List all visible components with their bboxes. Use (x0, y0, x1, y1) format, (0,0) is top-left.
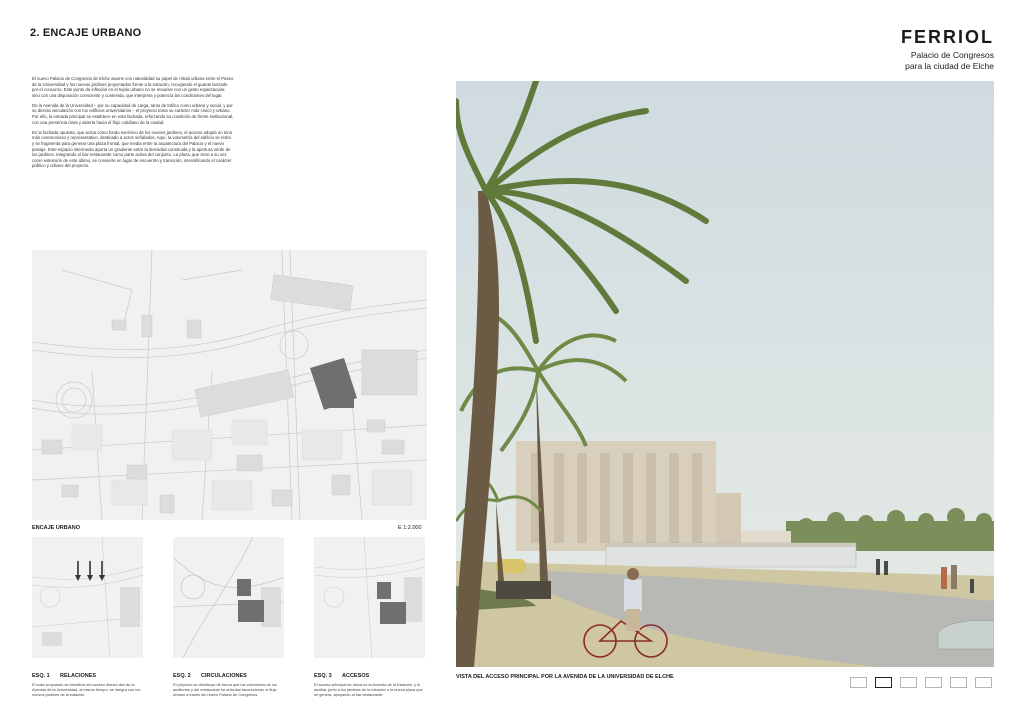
map-scale: E 1:2.000 (398, 525, 422, 531)
map-label: ENCAJE URBANO (32, 525, 80, 531)
diagram-2-text: El proyecto se distribuye de forma que los volúmenes de los auditorios y del restaurante se articulan favoreciendo el flujo urbano a través del nuevo Palacio de Congresos. (173, 682, 277, 697)
page-indicator-3[interactable] (900, 677, 917, 688)
site-plan-drawing (32, 250, 427, 520)
diagram-3-number: ESQ. 3 (314, 673, 332, 679)
diagram-relaciones-drawing (32, 537, 143, 658)
section-title: 2. ENCAJE URBANO (30, 27, 142, 39)
intro-text (32, 76, 234, 173)
page-indicator-4[interactable] (925, 677, 942, 688)
project-subtitle (905, 50, 994, 72)
diagram-3-title: ACCESOS (342, 673, 370, 679)
rendering-caption: VISTA DEL ACCESO PRINCIPAL POR LA AVENIDA DE LA UNIVERSIDAD DE ELCHE (456, 674, 674, 680)
subtitle-line-1: Palacio de Congresos (910, 50, 994, 60)
site-plan-map (32, 250, 427, 520)
page-indicator-2[interactable] (875, 677, 892, 688)
diagram-circulaciones-drawing (173, 537, 284, 658)
intro-paragraph-2: De la Avenida de la Universidad – por su capacidad de carga, tanto de tráfico como urbana y social, y por su directa vinculación con los edificios universitarios – el proyecto toma su carácter más cívico y urbano. Por ello, la entrada principal se establece en esta fachada, reforzando su condición de frente institucional, con una presencia clara y abierta hacia el flujo cotidiano de la ciudad. (32, 102, 234, 125)
rendering-drawing (456, 81, 994, 667)
brand-title: FERRIOL (901, 27, 994, 47)
page-indicator-1[interactable] (850, 677, 867, 688)
diagram-accesos-drawing (314, 537, 425, 658)
diagram-1-number: ESQ. 1 (32, 673, 50, 679)
diagram-circulaciones (173, 537, 284, 658)
page-indicator-6[interactable] (975, 677, 992, 688)
diagram-relaciones (32, 537, 143, 658)
diagram-2-number: ESQ. 2 (173, 673, 191, 679)
diagram-1-title: RELACIONES (60, 673, 97, 679)
subtitle-line-2: para la ciudad de Elche (905, 61, 994, 71)
diagram-accesos (314, 537, 425, 658)
diagram-2-title: CIRCULACIONES (201, 673, 247, 679)
page-indicator-5[interactable] (950, 677, 967, 688)
main-rendering (456, 81, 994, 667)
diagram-1-text: El solar propuesto se beneficia del acceso directo des de la Avenida de la Universidad, al mismo tiempo, se integra con los nuevos jardines de la estación. (32, 682, 141, 697)
intro-paragraph-3: En la fachada opuesta, que actúa como fondo escénico de los nuevos jardines, el acceso adopta un tono más ceremonioso y representativo, destinado a actos señalados. Aquí, la volumetría del edificio se retira y se fragmenta para generar una plaza frontal, que media entre la arquitectura del Palacio y el nuevo paisaje. Este espacio intermedio aporta un gradiente entre la densidad construida y la apertura verde de los jardines, integrando el bar-restaurante como parte activa del conjunto. La plaza, que sirve a su vez como extensión de este último, se convierte en lugar de encuentro y transición, intensificando el carácter público y urbano del proyecto. (32, 129, 233, 169)
diagram-3-text: El acceso principal se ubica en la Avenida de la Estación, y el auxiliar, junto a los jardines de la estación o la nueva plaza que se genera, apoyando al bar-restaurante. (314, 682, 423, 697)
page-navigator (850, 677, 995, 688)
intro-paragraph-1: El nuevo Palacio de Congresos de Elche asume con naturalidad su papel de rótula urbana entre el Paseo de la Universidad y los nuevos jardines proyectados frente a la estación, recogiendo el guante lanzado por el concurso. Este punto de inflexión en el tejido urbano no se resuelve con un gesto espectacular, sino con una disposición consciente y contenida, que interpreta y potencia las condiciones del lugar. (32, 76, 234, 98)
